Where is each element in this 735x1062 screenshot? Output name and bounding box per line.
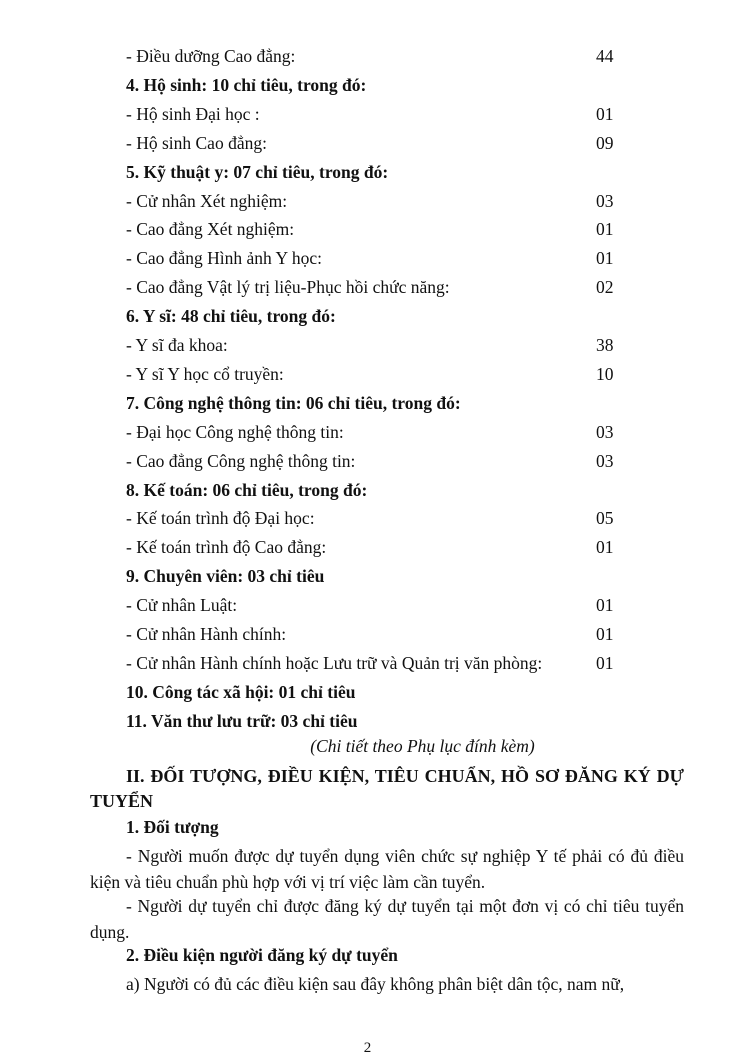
- page-number: 2: [363, 1040, 372, 1056]
- section-title: II. ĐỐI TƯỢNG, ĐIỀU KIỆN, TIÊU CHUẨN, HỒ SƠ ĐĂNG KÝ DỰ TUYỂN: [90, 766, 684, 811]
- subsection-heading-doi-tuong: 1. Đối tượng: [126, 817, 219, 837]
- quota-item-count: 03: [596, 421, 614, 442]
- quota-item: [126, 420, 616, 444]
- category-heading-label: 7. Công nghệ thông tin: 06 chỉ tiêu, trong đó:: [126, 392, 461, 413]
- quota-item-label: - Y sĩ Y học cổ truyền:: [126, 363, 284, 384]
- quota-item-label: - Cao đẳng Công nghệ thông tin:: [126, 450, 356, 471]
- quota-item-label: - Cao đẳng Xét nghiệm:: [126, 219, 295, 240]
- category-heading: [126, 478, 616, 502]
- quota-item-label: - Cử nhân Hành chính:: [126, 624, 287, 644]
- quota-item-count: 09: [596, 132, 614, 153]
- category-heading-label: 11. Văn thư lưu trữ: 03 chỉ tiêu: [126, 710, 358, 731]
- quota-item: [126, 246, 616, 270]
- category-heading-label: 6. Y sĩ: 48 chỉ tiêu, trong đó:: [126, 306, 336, 327]
- quota-item: [126, 102, 616, 126]
- quota-item-count: 01: [596, 219, 614, 240]
- quota-item: [126, 535, 616, 559]
- quota-item: [126, 593, 616, 617]
- quota-item-label: - Cử nhân Hành chính hoặc Lưu trữ và Quản trị văn phòng:: [126, 652, 543, 673]
- quota-item-count: 01: [596, 537, 614, 558]
- quota-item: [126, 275, 616, 299]
- quota-item-count: 03: [596, 450, 614, 471]
- quota-item-count: 44: [596, 46, 614, 66]
- category-heading: [126, 680, 616, 704]
- category-heading-label: 8. Kế toán: 06 chỉ tiêu, trong đó:: [126, 479, 368, 500]
- subsection-heading-dieu-kien: 2. Điều kiện người đăng ký dự tuyển: [126, 945, 398, 965]
- quota-item-count: 02: [596, 277, 614, 298]
- quota-item-count: 10: [596, 363, 614, 384]
- paragraph-dieu-kien-a: a) Người có đủ các điều kiện sau đây không phân biệt dân tộc, nam nữ,: [126, 974, 625, 994]
- quota-item: [126, 651, 616, 675]
- quota-item-label: - Kế toán trình độ Cao đẳng:: [126, 537, 327, 558]
- category-heading: [126, 391, 616, 415]
- quota-item: [126, 362, 616, 386]
- quota-item: [126, 622, 616, 646]
- quota-item-label: - Đại học Công nghệ thông tin:: [126, 421, 344, 442]
- quota-item-label: - Điều dưỡng Cao đẳng:: [126, 46, 296, 66]
- quota-item: [126, 131, 616, 155]
- quota-item-count: 01: [596, 248, 614, 269]
- quota-item-label: - Cao đẳng Vật lý trị liệu-Phục hồi chức năng:: [126, 277, 450, 298]
- category-heading: [126, 304, 616, 328]
- quota-item: [126, 449, 616, 473]
- quota-item-label: - Kế toán trình độ Đại học:: [126, 508, 315, 529]
- category-heading: [126, 73, 616, 97]
- quota-item: [126, 333, 616, 357]
- category-heading-label: 5. Kỹ thuật y: 07 chỉ tiêu, trong đó:: [126, 161, 389, 182]
- quota-item-label: - Y sĩ đa khoa:: [126, 335, 228, 355]
- quota-item-label: - Hộ sinh Cao đẳng:: [126, 132, 267, 153]
- category-heading-label: 9. Chuyên viên: 03 chỉ tiêu: [126, 566, 325, 587]
- quota-item: [126, 44, 616, 68]
- category-heading: [126, 160, 616, 184]
- quota-item-count: 01: [596, 624, 614, 644]
- quota-item-label: - Hộ sinh Đại học :: [126, 103, 260, 124]
- quota-item-count: 01: [596, 103, 614, 124]
- quota-item-count: 03: [596, 190, 614, 211]
- quota-item: [126, 189, 616, 213]
- quota-item-label: - Cử nhân Luật:: [126, 595, 238, 616]
- paragraph-doi-tuong-2: - Người dự tuyển chỉ được đăng ký dự tuyển tại một đơn vị có chỉ tiêu tuyển dụng.: [90, 896, 684, 942]
- quota-item: [126, 217, 616, 241]
- category-heading-label: 10. Công tác xã hội: 01 chỉ tiêu: [126, 681, 356, 702]
- quota-item-label: - Cử nhân Xét nghiệm:: [126, 190, 288, 211]
- quota-item-label: - Cao đẳng Hình ảnh Y học:: [126, 248, 323, 269]
- category-heading-label: 4. Hộ sinh: 10 chỉ tiêu, trong đó:: [126, 74, 367, 95]
- quota-item-count: 01: [596, 595, 614, 616]
- category-heading: [126, 564, 616, 588]
- quota-item: [126, 506, 616, 530]
- quota-item-count: 05: [596, 508, 614, 529]
- quota-item-count: 01: [596, 652, 614, 673]
- category-heading: [126, 709, 616, 733]
- quota-item-count: 38: [596, 335, 614, 355]
- appendix-note: (Chi tiết theo Phụ lục đính kèm): [310, 736, 535, 756]
- paragraph-doi-tuong-1: - Người muốn được dự tuyển dụng viên chức sự nghiệp Y tế phải có đủ điều kiện và tiêu chuẩn phù hợp với vị trí việc làm cần tuyển.: [90, 846, 684, 892]
